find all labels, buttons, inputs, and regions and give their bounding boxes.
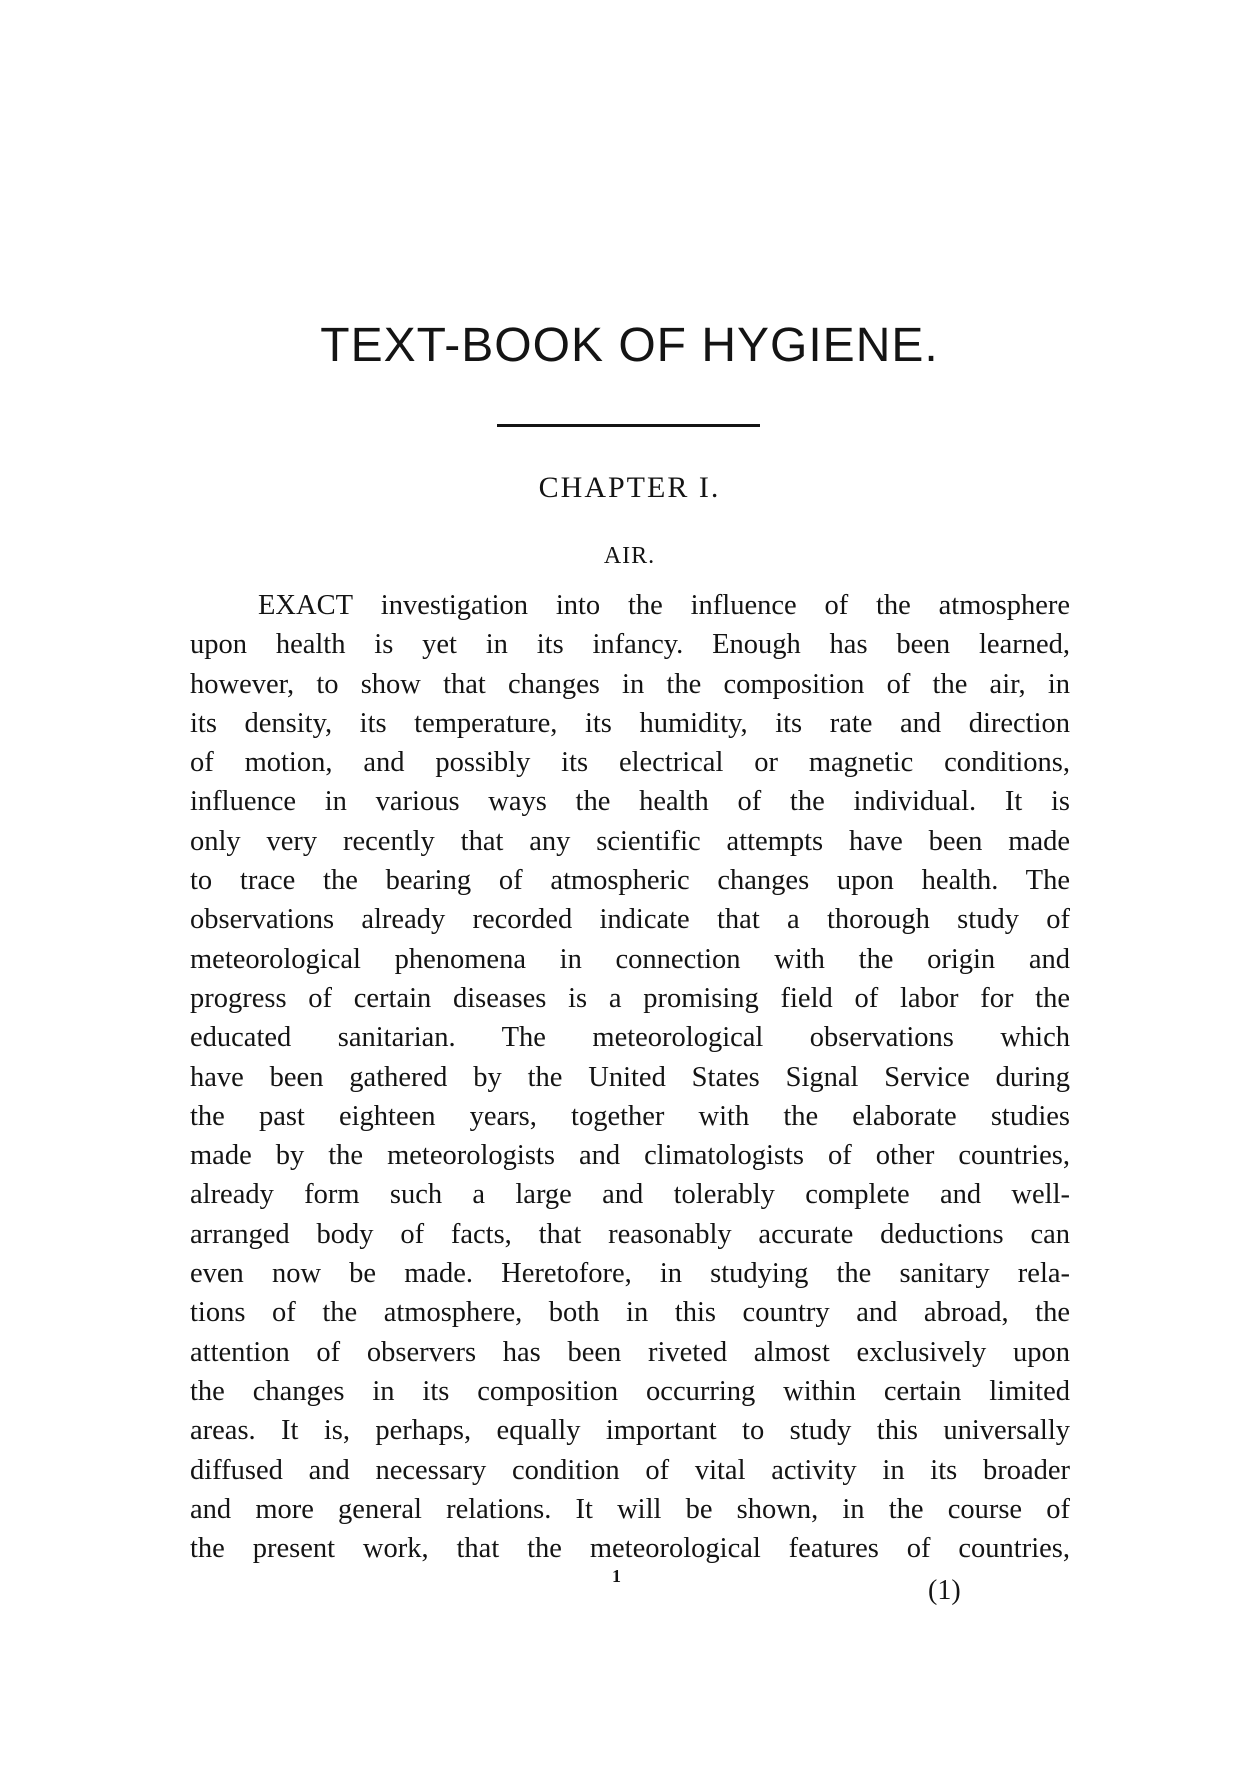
title-rule xyxy=(497,424,760,427)
text-line: areas. It is, perhaps, equally important to study this universally xyxy=(190,1415,1070,1447)
text-line: made by the meteorologists and climatologists of other countries, xyxy=(190,1140,1070,1172)
text-line: have been gathered by the United States Signal Service during xyxy=(190,1061,1070,1093)
page-number: (1) xyxy=(928,1575,961,1606)
text-line: attention of observers has been riveted almost exclusively upon xyxy=(190,1336,1070,1368)
text-line: its density, its temperature, its humidity, its rate and direction xyxy=(190,707,1070,739)
text-line: upon health is yet in its infancy. Enough has been learned, xyxy=(190,629,1070,661)
text-line: even now be made. Heretofore, in studying the sanitary rela- xyxy=(190,1258,1070,1290)
text-line: and more general relations. It will be shown, in the course of xyxy=(190,1493,1070,1525)
text-line: meteorological phenomena in connection with the origin and xyxy=(190,943,1070,975)
text-line: influence in various ways the health of the individual. It is xyxy=(190,786,1070,818)
text-line: the past eighteen years, together with the elaborate studies xyxy=(190,1100,1070,1132)
body-paragraph xyxy=(190,586,1070,1568)
text-line: educated sanitarian. The meteorological observations which xyxy=(190,1022,1070,1054)
text-line: to trace the bearing of atmospheric changes upon health. The xyxy=(190,865,1070,897)
lead-word: EXACT xyxy=(258,590,353,621)
text-line: the changes in its composition occurring within certain limited xyxy=(190,1375,1070,1407)
text-line: however, to show that changes in the composition of the air, in xyxy=(190,668,1070,700)
section-heading: AIR. xyxy=(603,543,656,569)
signature-mark: 1 xyxy=(612,1566,621,1586)
book-title: TEXT-BOOK OF HYGIENE. xyxy=(320,319,939,372)
text-line: already form such a large and tolerably complete and well- xyxy=(190,1179,1070,1211)
text-line: tions of the atmosphere, both in this country and abroad, the xyxy=(190,1297,1070,1329)
text-line xyxy=(190,586,1070,625)
text-line: observations already recorded indicate that a thorough study of xyxy=(190,904,1070,936)
text-line: progress of certain diseases is a promising field of labor for the xyxy=(190,982,1070,1014)
chapter-heading: CHAPTER I. xyxy=(538,471,721,504)
text-line: diffused and necessary condition of vital activity in its broader xyxy=(190,1454,1070,1486)
text-line: the present work, that the meteorological features of countries, xyxy=(190,1533,1070,1565)
text-line: of motion, and possibly its electrical or magnetic conditions, xyxy=(190,747,1070,779)
text-line: only very recently that any scientific attempts have been made xyxy=(190,825,1070,857)
text-line-rest: investigation into the influence of the atmosphere xyxy=(353,590,1070,621)
text-line: arranged body of facts, that reasonably accurate deductions can xyxy=(190,1218,1070,1250)
